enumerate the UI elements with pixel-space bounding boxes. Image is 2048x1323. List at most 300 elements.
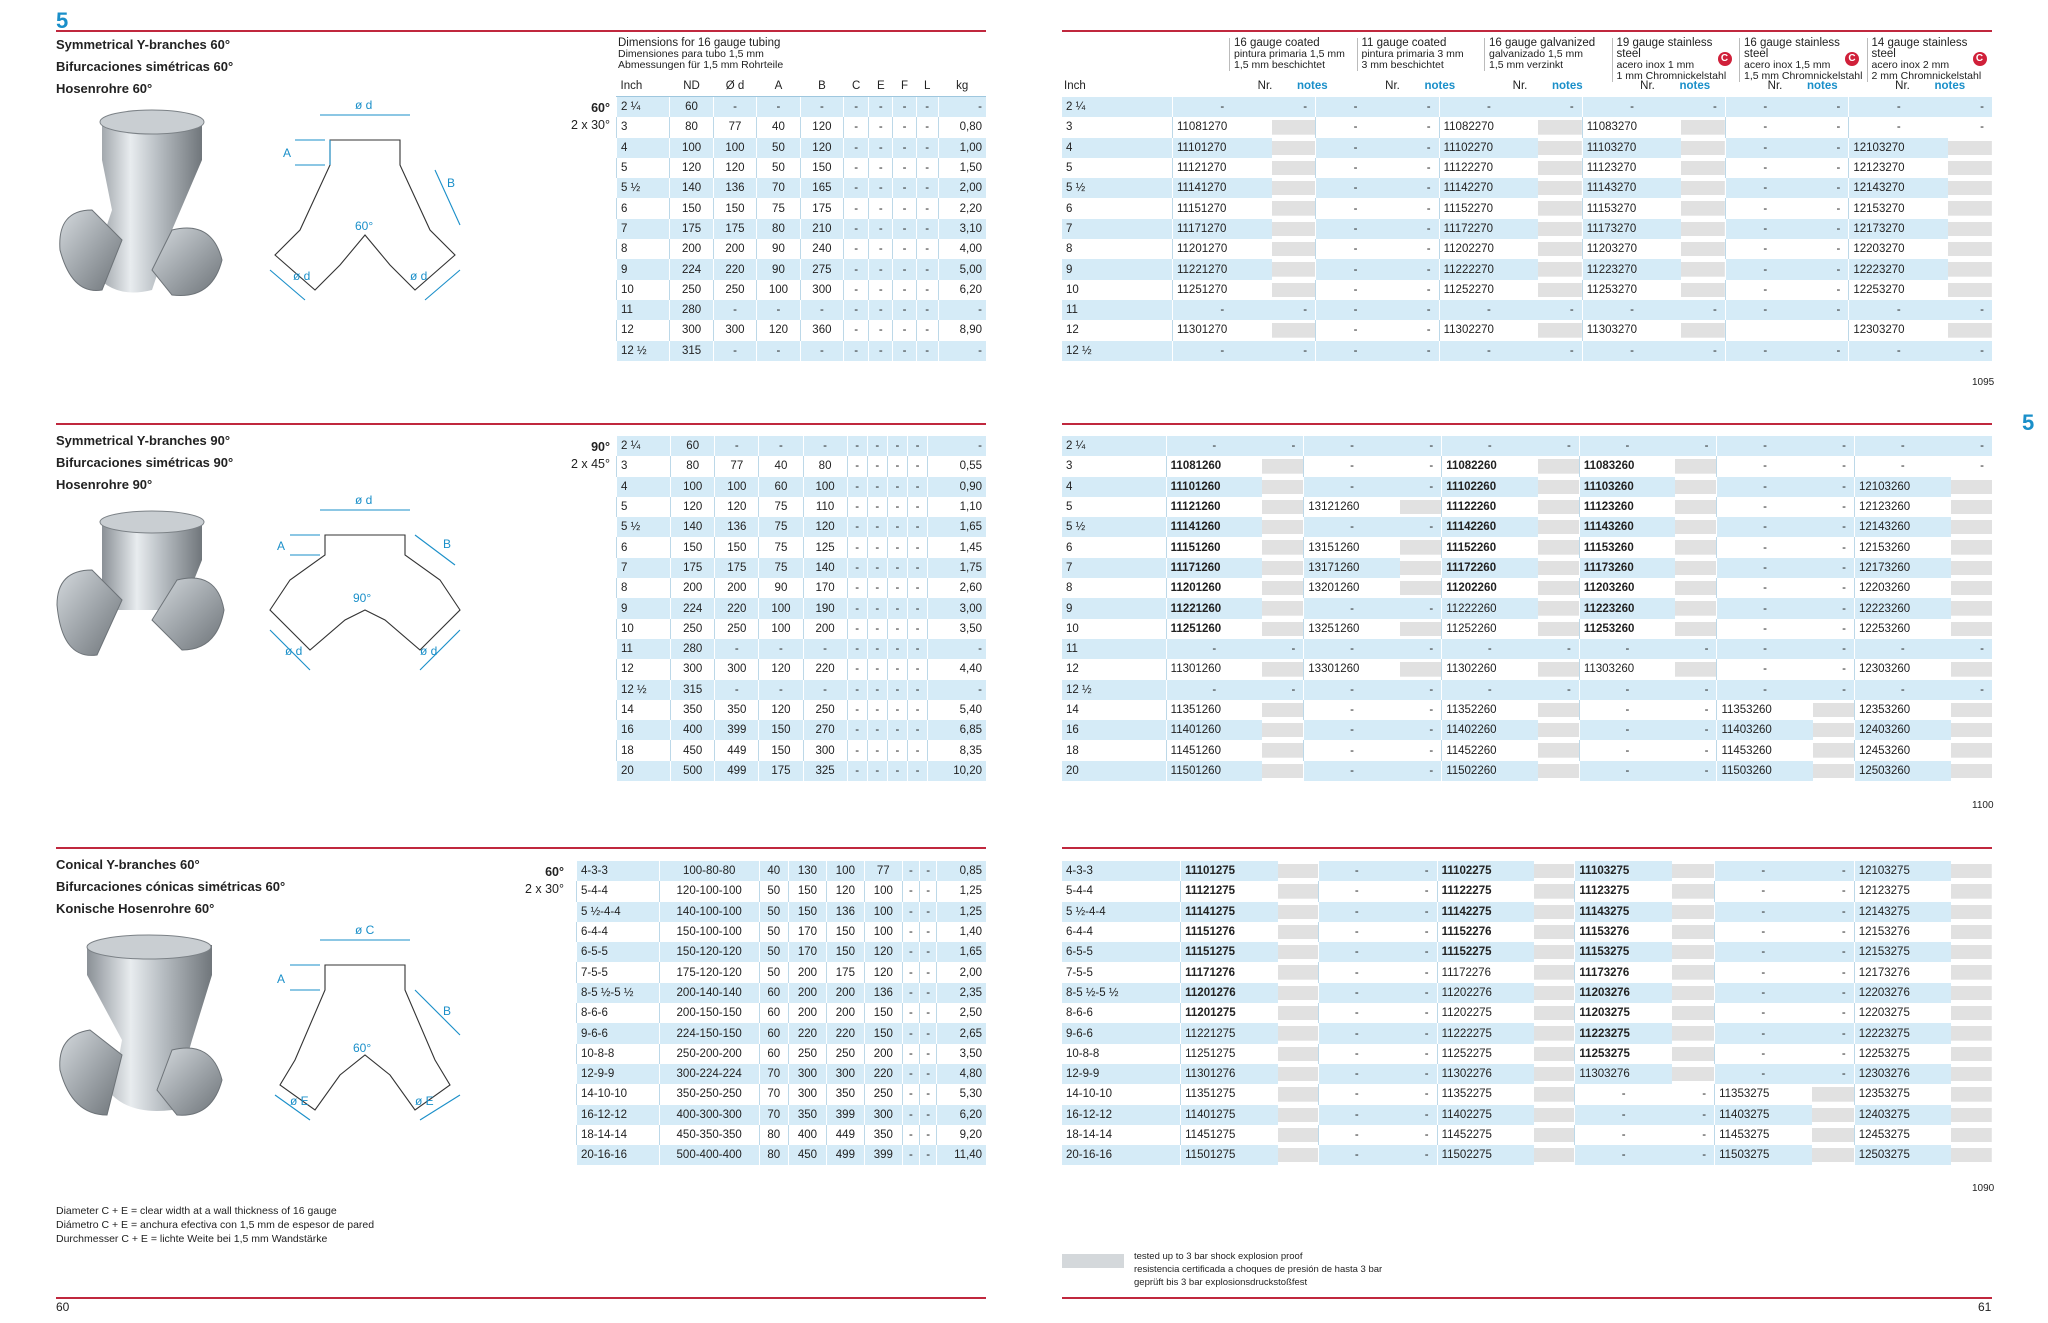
table-cell: -: [916, 259, 938, 279]
table-cell: -: [803, 436, 847, 456]
table-cell: 11302270: [1439, 320, 1538, 340]
table-cell: 6,20: [937, 1105, 986, 1125]
certification-logo-icon: C: [1973, 52, 1987, 66]
table-cell: 0,80: [938, 117, 986, 137]
table-cell: -: [1272, 97, 1316, 117]
table-cell: 2 ¼: [1062, 97, 1172, 117]
header-rule-left: [56, 30, 986, 32]
table-cell: 100: [671, 477, 715, 497]
table-cell: 11401260: [1166, 720, 1262, 740]
table-cell: -: [1813, 598, 1855, 618]
table-cell: [1272, 158, 1316, 178]
table-cell: -: [1579, 700, 1675, 720]
table-cell: 11081270: [1172, 117, 1271, 137]
table-row: [617, 680, 987, 700]
table-row: [1062, 1105, 1992, 1125]
table-cell: -: [869, 117, 893, 137]
table-cell: -: [1675, 639, 1717, 659]
table-cell: [1262, 537, 1304, 557]
column-header: kg: [938, 76, 986, 97]
table-cell: 3: [617, 117, 670, 137]
table-cell: 499: [826, 1145, 864, 1165]
table-row: [1062, 558, 1992, 578]
table-cell: 8: [1062, 239, 1172, 259]
table-cell: -: [1725, 239, 1804, 259]
table-cell: -: [1951, 639, 1992, 659]
table-row: [617, 178, 987, 198]
table-cell: 10: [1062, 619, 1166, 639]
table-cell: -: [1805, 300, 1849, 320]
table-cell: -: [1394, 942, 1437, 962]
table-cell: -: [867, 700, 887, 720]
table-cell: 120-100-100: [659, 881, 759, 901]
table-cell: -: [1813, 477, 1855, 497]
table-cell: -: [902, 962, 919, 982]
table-cell: -: [1394, 1003, 1437, 1023]
table-cell: [1951, 1003, 1992, 1023]
table-cell: [1951, 1084, 1992, 1104]
table-cell: -: [902, 902, 919, 922]
table-cell: 220: [864, 1064, 902, 1084]
table-cell: 150: [759, 740, 803, 760]
table-cell: -: [847, 456, 867, 476]
column-header: F: [893, 76, 916, 97]
table-cell: -: [902, 983, 919, 1003]
table-cell: [1538, 740, 1580, 760]
svg-text:B: B: [443, 537, 452, 551]
table-cell: [1681, 259, 1725, 279]
table-cell: 315: [670, 341, 713, 361]
nr-label: Nr.: [1257, 80, 1273, 92]
table-cell: 5: [617, 497, 671, 517]
table-cell: -: [1579, 740, 1675, 760]
table-cell: -: [1854, 456, 1950, 476]
table-cell: -: [847, 740, 867, 760]
table-cell: 11352260: [1442, 700, 1538, 720]
table-cell: -: [1395, 341, 1439, 361]
table-cell: 6: [1062, 537, 1166, 557]
table-cell: 11401275: [1181, 1105, 1278, 1125]
table-cell: 11353275: [1715, 1084, 1812, 1104]
table-cell: 11121270: [1172, 158, 1271, 178]
table-cell: -: [867, 720, 887, 740]
table-cell: 9: [1062, 259, 1172, 279]
svg-text:A: A: [277, 972, 286, 986]
table-cell: -: [847, 659, 867, 679]
table-cell: -: [869, 158, 893, 178]
table-cell: -: [1582, 97, 1681, 117]
dims-title-es: Dimensiones para tubo 1,5 mm: [618, 48, 764, 60]
table-cell: [1400, 659, 1442, 679]
table-cell: -: [1715, 861, 1812, 881]
table-cell: -: [869, 138, 893, 158]
table-cell: -: [1813, 639, 1855, 659]
table-cell: 11452260: [1442, 740, 1538, 760]
table-cell: 8: [1062, 578, 1166, 598]
table-cell: [1672, 881, 1715, 901]
table-cell: 100: [670, 138, 713, 158]
table-cell: 150: [800, 158, 843, 178]
table-row: [617, 720, 987, 740]
material-header: [1484, 38, 1609, 71]
table-cell: [1400, 497, 1442, 517]
table-cell: 175: [800, 198, 843, 218]
table-cell: 60: [759, 1003, 788, 1023]
table-cell: 400: [671, 720, 715, 740]
table-cell: 77: [864, 861, 902, 881]
table-cell: 10: [617, 619, 671, 639]
table-cell: -: [893, 341, 916, 361]
table-cell: -: [1262, 436, 1304, 456]
table-cell: -: [1304, 517, 1400, 537]
table-cell: 11081260: [1166, 456, 1262, 476]
table-cell: 175: [670, 219, 713, 239]
table-cell: 11352275: [1437, 1084, 1534, 1104]
table-cell: -: [800, 300, 843, 320]
table-cell: [1538, 259, 1582, 279]
table-cell: -: [803, 639, 847, 659]
table-cell: -: [1319, 922, 1395, 942]
table-cell: -: [1538, 639, 1580, 659]
table-cell: -: [1805, 341, 1849, 361]
table-row: [1062, 700, 1992, 720]
table-cell: -: [1439, 300, 1538, 320]
table-cell: 2 ¼: [1062, 436, 1166, 456]
table-cell: 5,30: [937, 1084, 986, 1104]
table-cell: -: [1395, 219, 1439, 239]
title-en: Symmetrical Y-branches 60°: [56, 37, 231, 52]
table-cell: 11122260: [1442, 497, 1538, 517]
table-cell: -: [920, 1023, 937, 1043]
table-cell: -: [844, 341, 869, 361]
table-cell: [1262, 720, 1304, 740]
table-cell: 11172270: [1439, 219, 1538, 239]
table-cell: 450-350-350: [659, 1125, 759, 1145]
table-cell: -: [1854, 639, 1950, 659]
table-cell: 50: [759, 881, 788, 901]
table-cell: 4: [617, 138, 670, 158]
table-cell: 20: [617, 761, 671, 781]
table-cell: -: [1316, 320, 1395, 340]
table-cell: -: [1681, 300, 1725, 320]
table-cell: -: [1725, 97, 1804, 117]
table-cell: -: [902, 1084, 919, 1104]
table-cell: 4-3-3: [577, 861, 660, 881]
table-cell: -: [916, 320, 938, 340]
diagram-y90: [265, 490, 465, 680]
table-cell: -: [1166, 436, 1262, 456]
title-de: Hosenrohre 90°: [56, 477, 153, 492]
table-row: [617, 259, 987, 279]
table-cell: 11083260: [1579, 456, 1675, 476]
table-cell: 11353260: [1717, 700, 1813, 720]
table-cell: -: [1717, 517, 1813, 537]
table-cell: -: [1725, 117, 1804, 137]
table-cell: -: [867, 456, 887, 476]
table-cell: -: [920, 1145, 937, 1165]
table-cell: [1812, 1084, 1855, 1104]
table-cell: [1681, 178, 1725, 198]
table-cell: [1538, 558, 1580, 578]
table-cell: -: [1805, 219, 1849, 239]
table-cell: -: [887, 456, 907, 476]
table-cell: 4: [617, 477, 671, 497]
table-cell: -: [887, 517, 907, 537]
column-header: L: [916, 76, 938, 97]
table-cell: 8: [617, 578, 671, 598]
table-cell: -: [867, 680, 887, 700]
table-cell: -: [887, 740, 907, 760]
table-cell: 136: [713, 178, 756, 198]
section1-code: 1095: [1972, 377, 1995, 388]
table-cell: -: [907, 659, 927, 679]
svg-text:B: B: [443, 1004, 452, 1018]
table-cell: [1725, 320, 1804, 340]
table-cell: 4,80: [937, 1064, 986, 1084]
table-cell: 2,65: [937, 1023, 986, 1043]
table-cell: -: [893, 138, 916, 158]
table-cell: -: [902, 881, 919, 901]
table-row: [1062, 280, 1992, 300]
material-subheader: [1361, 80, 1481, 92]
table-cell: -: [1319, 1023, 1395, 1043]
table-cell: 11101270: [1172, 138, 1271, 158]
table-cell: 224: [671, 598, 715, 618]
table-cell: 8: [617, 239, 670, 259]
table-cell: -: [1394, 1125, 1437, 1145]
table-cell: [1272, 198, 1316, 218]
table-cell: 399: [826, 1105, 864, 1125]
table-cell: 6,20: [938, 280, 986, 300]
table-cell: -: [1812, 861, 1855, 881]
diagram-label-angle: 60°: [355, 219, 374, 233]
table-cell: 13251260: [1304, 619, 1400, 639]
table-cell: 150: [788, 881, 826, 901]
table-cell: -: [1717, 619, 1813, 639]
table-cell: 12123260: [1854, 497, 1950, 517]
table-cell: -: [1672, 1105, 1715, 1125]
table-cell: 5 ½-4-4: [577, 902, 660, 922]
table-cell: -: [1316, 97, 1395, 117]
table-cell: -: [1304, 598, 1400, 618]
table-row: [1062, 861, 1992, 881]
table-cell: -: [902, 1023, 919, 1043]
table-cell: 100: [864, 902, 902, 922]
table-cell: 3,50: [937, 1044, 986, 1064]
table-row: [1062, 219, 1992, 239]
table-cell: -: [1717, 598, 1813, 618]
table-cell: 11201276: [1181, 983, 1278, 1003]
table-cell: [1951, 983, 1992, 1003]
table-cell: 275: [800, 259, 843, 279]
table-cell: -: [759, 680, 803, 700]
table-cell: 2,60: [928, 578, 986, 598]
table-cell: -: [893, 198, 916, 218]
material-subheader: [1488, 80, 1608, 92]
table-cell: -: [1579, 436, 1675, 456]
table-cell: [1672, 902, 1715, 922]
table-cell: -: [902, 1145, 919, 1165]
table-cell: 11202260: [1442, 578, 1538, 598]
section1-angle: 60° 2 x 30°: [570, 101, 610, 132]
table-cell: [1400, 558, 1442, 578]
table-cell: -: [1319, 1003, 1395, 1023]
table-cell: [1951, 517, 1992, 537]
table-row: [1062, 680, 1992, 700]
table-cell: [1951, 861, 1992, 881]
table-cell: 100: [864, 881, 902, 901]
table-cell: 175: [715, 558, 759, 578]
material-title: 19 gauge stainless steel: [1616, 37, 1713, 60]
table-cell: 14: [1062, 700, 1166, 720]
table-row: [1062, 477, 1992, 497]
table-cell: -: [1675, 700, 1717, 720]
table-cell: -: [1395, 97, 1439, 117]
table-row: [617, 280, 987, 300]
table-cell: [1681, 320, 1725, 340]
table-cell: 50: [759, 962, 788, 982]
table-cell: -: [1813, 497, 1855, 517]
table-cell: 120: [759, 659, 803, 679]
table-cell: -: [1400, 740, 1442, 760]
table-cell: -: [1316, 158, 1395, 178]
table-cell: -: [1717, 558, 1813, 578]
table-cell: 12143275: [1854, 902, 1951, 922]
table-cell: [1272, 219, 1316, 239]
table-cell: -: [920, 1003, 937, 1023]
table-cell: 11251275: [1181, 1044, 1278, 1064]
table-cell: -: [916, 97, 938, 118]
table-cell: -: [867, 537, 887, 557]
table-cell: [1538, 761, 1580, 781]
table-cell: 120: [713, 158, 756, 178]
material-sub-de: 1,5 mm beschichtet: [1234, 59, 1326, 71]
table-cell: [1534, 881, 1575, 901]
table-cell: -: [869, 198, 893, 218]
table-cell: -: [1579, 761, 1675, 781]
table-cell: -: [1672, 1145, 1715, 1165]
table-cell: -: [844, 178, 869, 198]
table-cell: [1681, 280, 1725, 300]
table-cell: 200: [803, 619, 847, 639]
table-row: [617, 320, 987, 340]
table-cell: -: [1812, 881, 1855, 901]
nr-label: Nr.: [1895, 80, 1910, 92]
table-cell: 12253270: [1849, 280, 1948, 300]
table-cell: -: [893, 239, 916, 259]
table-cell: [1278, 881, 1319, 901]
dims-table-y90: [616, 436, 986, 781]
material-subheader: [1233, 80, 1353, 92]
table-cell: -: [1400, 680, 1442, 700]
table-cell: -: [920, 1125, 937, 1145]
table-cell: 70: [759, 1105, 788, 1125]
table-row: [1062, 922, 1992, 942]
table-cell: 11141275: [1181, 902, 1278, 922]
table-cell: 6: [617, 198, 670, 218]
svg-text:ø E: ø E: [290, 1094, 309, 1108]
table-cell: 300: [788, 1064, 826, 1084]
table-cell: 2,35: [937, 983, 986, 1003]
table-cell: -: [1715, 1064, 1812, 1084]
table-cell: 120: [826, 881, 864, 901]
table-cell: 6-4-4: [577, 922, 660, 942]
table-cell: 4: [1062, 138, 1172, 158]
table-cell: -: [1319, 1084, 1395, 1104]
table-row: [1062, 659, 1992, 679]
table-cell: -: [907, 720, 927, 740]
dims-title: [618, 38, 783, 71]
table-cell: -: [1948, 97, 1992, 117]
table-row: [617, 497, 987, 517]
table-cell: [1538, 659, 1580, 679]
table-cell: -: [867, 558, 887, 578]
table-cell: 11151260: [1166, 537, 1262, 557]
table-cell: [1951, 881, 1992, 901]
table-cell: -: [1395, 280, 1439, 300]
table-row: [577, 983, 987, 1003]
table-cell: 60: [670, 97, 713, 118]
table-cell: 165: [800, 178, 843, 198]
table-cell: -: [1812, 983, 1855, 1003]
table-cell: 18-14-14: [577, 1125, 660, 1145]
table-cell: -: [907, 619, 927, 639]
table-cell: -: [1948, 300, 1992, 320]
table-cell: 399: [864, 1145, 902, 1165]
table-cell: -: [1812, 962, 1855, 982]
table-cell: 12: [617, 320, 670, 340]
table-cell: 50: [757, 158, 800, 178]
table-cell: 200: [715, 578, 759, 598]
table-cell: 1,25: [937, 881, 986, 901]
table-cell: 11351260: [1166, 700, 1262, 720]
notes-label: notes: [1297, 80, 1328, 92]
table-cell: [1538, 477, 1580, 497]
svg-text:ø C: ø C: [355, 923, 375, 937]
table-cell: -: [759, 639, 803, 659]
svg-text:ø d: ø d: [285, 644, 303, 658]
table-cell: -: [1442, 436, 1538, 456]
table-cell: -: [1849, 341, 1948, 361]
table-cell: 5-4-4: [577, 881, 660, 901]
table-cell: -: [916, 198, 938, 218]
table-cell: -: [938, 341, 986, 361]
notes-label: notes: [1934, 80, 1966, 92]
table-row: [617, 558, 987, 578]
table-cell: [1400, 578, 1442, 598]
table-row: [617, 740, 987, 760]
table-row: [1062, 619, 1992, 639]
table-cell: 11252270: [1439, 280, 1538, 300]
table-cell: [1538, 720, 1580, 740]
table-cell: -: [844, 97, 869, 118]
table-cell: -: [867, 639, 887, 659]
table-cell: -: [1725, 259, 1804, 279]
table-cell: -: [1813, 659, 1855, 679]
table-row: [1062, 97, 1992, 117]
table-row: [1062, 1003, 1992, 1023]
table-cell: 200: [788, 1003, 826, 1023]
table-cell: -: [847, 497, 867, 517]
table-cell: 80: [759, 1125, 788, 1145]
table-cell: 2,00: [937, 962, 986, 982]
section2-rule-left: [56, 423, 986, 425]
table-cell: 80: [670, 117, 713, 137]
table-cell: 90: [757, 239, 800, 259]
table-cell: -: [1717, 537, 1813, 557]
table-row: [1062, 639, 1992, 659]
table-cell: 280: [671, 639, 715, 659]
